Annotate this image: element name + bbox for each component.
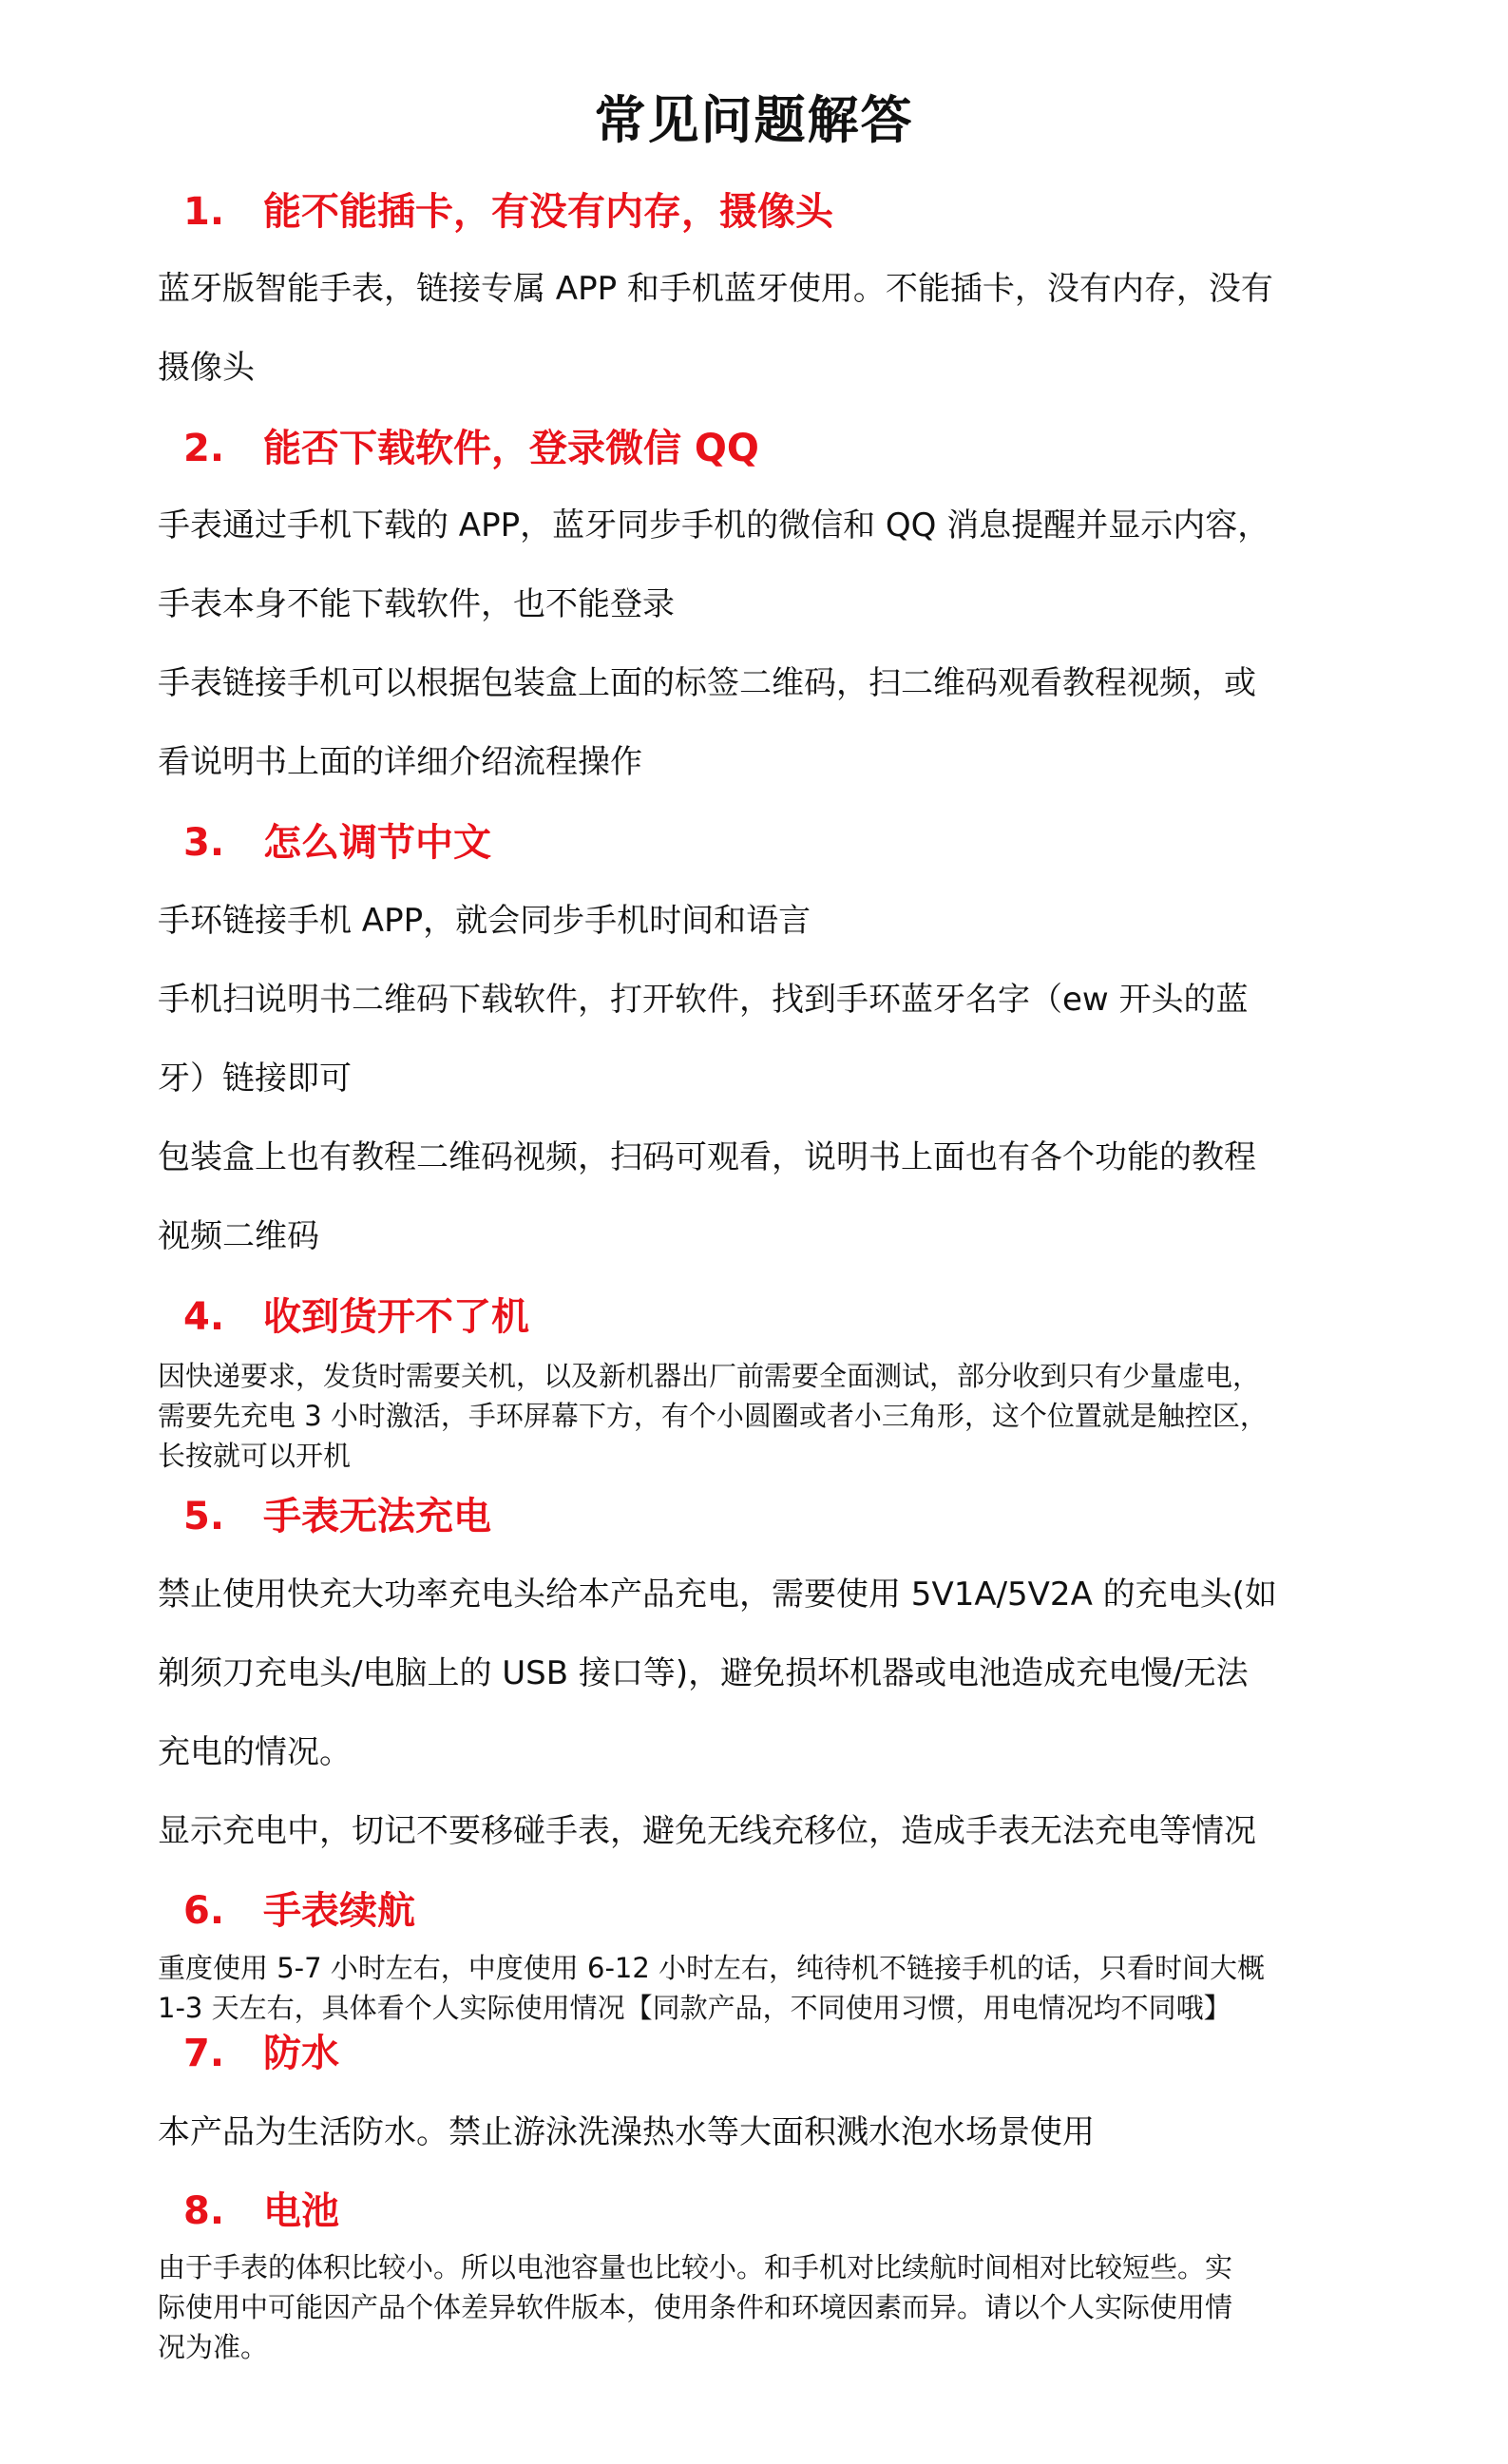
section-title: 电池 [263, 2189, 339, 2233]
paragraph-line: 禁止使用快充大功率充电头给本产品充电，需要使用 5V1A/5V2A 的充电头(如 [158, 1576, 1277, 1614]
section-heading [183, 1292, 529, 1342]
section-number: 4. [183, 1295, 225, 1339]
section-paragraph [158, 1948, 1357, 2028]
paragraph-line: 牙）链接即可 [158, 1060, 352, 1098]
section-heading [183, 818, 491, 868]
section-number: 5. [183, 1495, 225, 1538]
section-heading [183, 1886, 415, 1936]
paragraph-line: 需要先充电 3 小时激活，手环屏幕下方，有个小圆圈或者小三角形，这个位置就是触控区， [158, 1400, 1268, 1432]
section-paragraph [158, 487, 1357, 802]
paragraph-line: 本产品为生活防水。禁止游泳洗澡热水等大面积溅水泡水场景使用 [158, 2113, 1095, 2151]
paragraph-line: 手机扫说明书二维码下载软件，打开软件，找到手环蓝牙名字（ew 开头的蓝 [158, 981, 1249, 1019]
section-title: 能不能插卡，有没有内存，摄像头 [263, 190, 833, 234]
section-number: 2. [183, 427, 225, 470]
section-number: 3. [183, 821, 225, 865]
section-paragraph [158, 250, 1357, 408]
paragraph-line: 剃须刀充电头/电脑上的 USB 接口等)，避免损坏机器或电池造成充电慢/无法 [158, 1654, 1249, 1692]
section-heading [183, 2187, 339, 2236]
section-title: 手表无法充电 [263, 1495, 491, 1538]
paragraph-line: 由于手表的体积比较小。所以电池容量也比较小。和手机对比续航时间相对比较短些。实 [158, 2251, 1233, 2283]
section-number: 6. [183, 1889, 225, 1933]
section-heading [183, 187, 833, 237]
section-paragraph [158, 2247, 1357, 2367]
section-heading [183, 2029, 339, 2078]
paragraph-line: 手表链接手机可以根据包装盒上面的标签二维码，扫二维码观看教程视频，或 [158, 664, 1256, 702]
section-title: 能否下载软件，登录微信 QQ [263, 427, 759, 470]
section-number: 1. [183, 190, 225, 234]
paragraph-line: 长按就可以开机 [158, 1440, 352, 1472]
paragraph-line: 际使用中可能因产品个体差异软件版本，使用条件和环境因素而异。请以个人实际使用情 [158, 2291, 1233, 2323]
section-paragraph [158, 882, 1357, 1276]
section-paragraph [158, 1556, 1357, 1871]
section-paragraph [158, 2093, 1357, 2172]
paragraph-line: 看说明书上面的详细介绍流程操作 [158, 743, 642, 781]
section-title: 防水 [263, 2032, 339, 2075]
section-title: 手表续航 [263, 1889, 415, 1933]
paragraph-line: 显示充电中，切记不要移碰手表，避免无线充移位，造成手表无法充电等情况 [158, 1812, 1256, 1850]
paragraph-line: 摄像头 [158, 349, 255, 387]
paragraph-line: 因快递要求，发货时需要关机，以及新机器出厂前需要全面测试，部分收到只有少量虚电， [158, 1360, 1261, 1392]
paragraph-line: 视频二维码 [158, 1217, 319, 1255]
page-title: 常见问题解答 [594, 90, 914, 150]
section-title: 收到货开不了机 [263, 1295, 529, 1339]
paragraph-line: 手环链接手机 APP，就会同步手机时间和语言 [158, 902, 811, 940]
section-heading [183, 1492, 491, 1541]
section-paragraph [158, 1356, 1357, 1476]
paragraph-line: 充电的情况。 [158, 1733, 352, 1771]
paragraph-line: 包装盒上也有教程二维码视频，扫码可观看，说明书上面也有各个功能的教程 [158, 1138, 1256, 1176]
paragraph-line: 1-3 天左右，具体看个人实际使用情况【同款产品，不同使用习惯，用电情况均不同哦】 [158, 1992, 1231, 2024]
paragraph-line: 蓝牙版智能手表，链接专属 APP 和手机蓝牙使用。不能插卡，没有内存，没有 [158, 270, 1273, 308]
paragraph-line: 况为准。 [158, 2331, 269, 2363]
section-title: 怎么调节中文 [263, 821, 491, 865]
paragraph-line: 手表通过手机下载的 APP，蓝牙同步手机的微信和 QQ 消息提醒并显示内容， [158, 506, 1270, 544]
paragraph-line: 重度使用 5-7 小时左右，中度使用 6-12 小时左右，纯待机不链接手机的话，只看时间大概 [158, 1952, 1266, 1984]
section-heading [183, 424, 759, 473]
section-number: 8. [183, 2189, 225, 2233]
paragraph-line: 手表本身不能下载软件，也不能登录 [158, 585, 675, 623]
section-number: 7. [183, 2032, 225, 2075]
